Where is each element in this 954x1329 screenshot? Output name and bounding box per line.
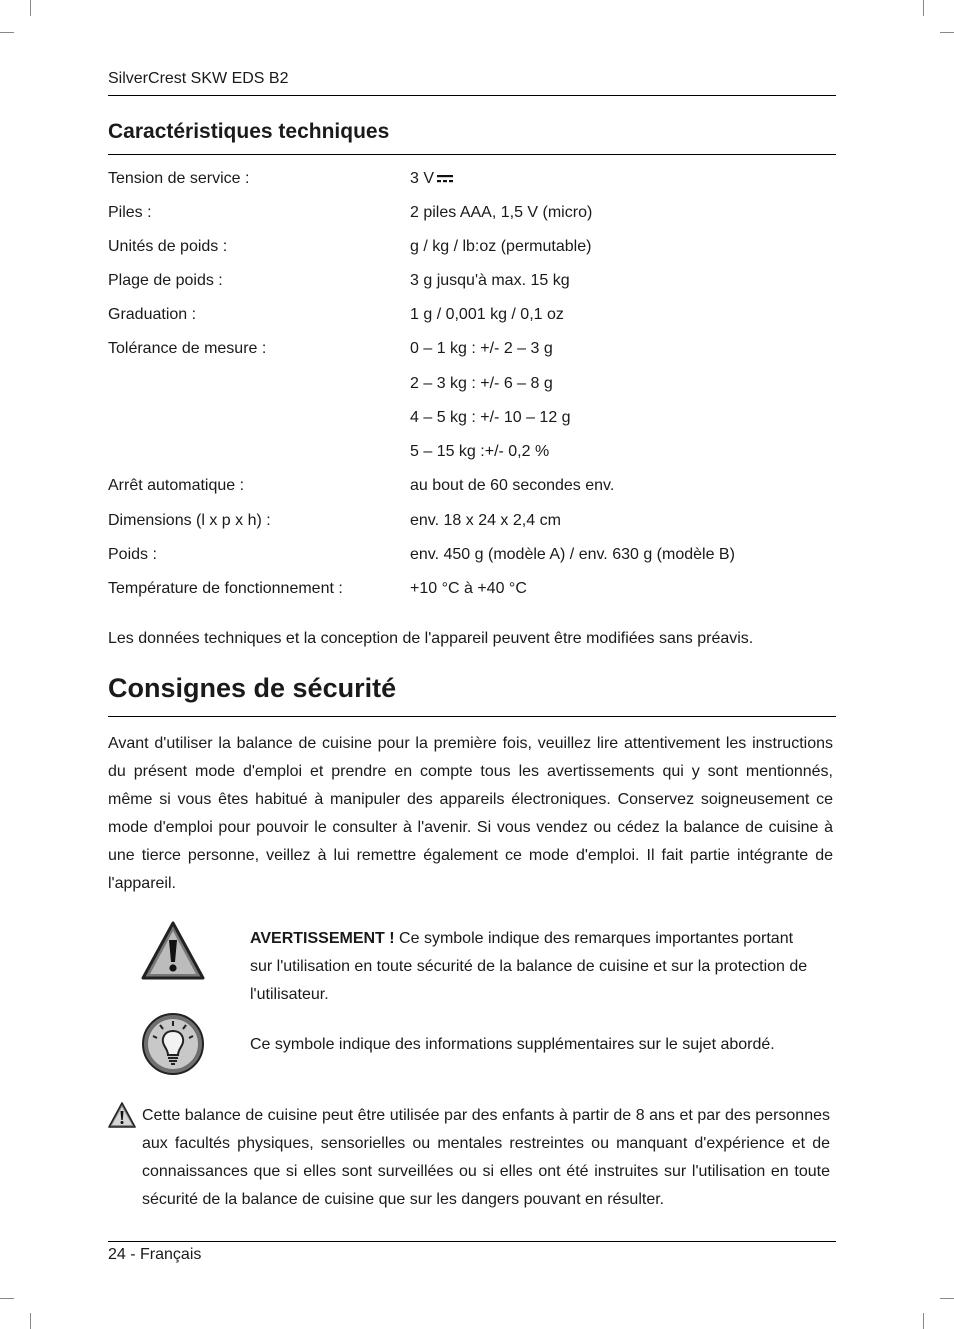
lightbulb-icon bbox=[140, 1011, 206, 1077]
spec-value-text: au bout de 60 secondes env. bbox=[410, 477, 615, 494]
spec-value bbox=[410, 512, 561, 530]
spec-value-text: 4 – 5 kg : +/- 10 – 12 g bbox=[410, 409, 571, 426]
spec-value bbox=[410, 340, 553, 358]
spec-value-text: env. 450 g (modèle A) / env. 630 g (modèle B) bbox=[410, 546, 735, 563]
spec-row bbox=[108, 409, 836, 431]
spec-row bbox=[108, 512, 836, 534]
safety-title-rule bbox=[108, 716, 836, 717]
crop-mark bbox=[30, 1313, 31, 1329]
crop-mark bbox=[923, 0, 924, 16]
spec-value bbox=[410, 238, 591, 256]
spec-value-text: 3 g jusqu'à max. 15 kg bbox=[410, 272, 570, 289]
warning-text-line: l'utilisateur. bbox=[250, 986, 329, 1003]
crop-mark bbox=[940, 32, 954, 33]
small-warning-icon bbox=[108, 1102, 136, 1133]
spec-value-text: env. 18 x 24 x 2,4 cm bbox=[410, 512, 561, 529]
spec-value bbox=[410, 477, 614, 495]
warning-text-line: Ce symbole indique des remarques importantes portant bbox=[394, 930, 794, 947]
spec-value-text: 1 g / 0,001 kg / 0,1 oz bbox=[410, 306, 564, 323]
spec-value-text: g / kg / lb:oz (permutable) bbox=[410, 238, 592, 255]
spec-value-text: 5 – 15 kg :+/- 0,2 % bbox=[410, 443, 550, 460]
spec-value-text: 2 piles AAA, 1,5 V (micro) bbox=[410, 204, 593, 221]
spec-value-text: 3 V bbox=[410, 170, 435, 187]
safety-intro-paragraph: Avant d'utiliser la balance de cuisine pour la première fois, veuillez lire attentivement les instructions du présent mode d'emploi et prendre en compte tous les avertissements qui y sont mentionnés, même si vous êtes habitué à manipuler des appareils électroniques. Conservez soigneusement ce mode d'emploi pour pouvoir le consulter à l'avenir. Si vous vendez ou cédez la balance de cuisine à une tierce personne, veillez à lui remettre également ce mode d'emploi. Il fait partie intégrante de l'appareil. bbox=[108, 735, 833, 892]
spec-label: Unités de poids : bbox=[108, 238, 228, 255]
crop-mark bbox=[0, 1298, 14, 1299]
spec-value bbox=[410, 204, 592, 222]
warning-symbol-description bbox=[250, 925, 807, 1009]
header-rule bbox=[108, 95, 836, 96]
spec-row bbox=[108, 443, 836, 465]
spec-row bbox=[108, 204, 836, 226]
document-header: SilverCrest SKW EDS B2 bbox=[108, 70, 289, 87]
spec-label: Tolérance de mesure : bbox=[108, 340, 267, 357]
spec-row bbox=[108, 238, 836, 260]
warning-text-line: sur l'utilisation en toute sécurité de la balance de cuisine et sur la protection de bbox=[250, 958, 808, 975]
spec-value bbox=[410, 443, 549, 461]
spec-label: Arrêt automatique : bbox=[108, 477, 245, 494]
info-symbol-description: Ce symbole indique des informations supplémentaires sur le sujet abordé. bbox=[250, 1036, 775, 1053]
spec-row bbox=[108, 340, 836, 362]
children-warning-block bbox=[108, 1102, 830, 1214]
crop-mark bbox=[940, 1298, 954, 1299]
spec-row bbox=[108, 170, 836, 192]
spec-value bbox=[410, 272, 570, 290]
crop-mark bbox=[30, 0, 31, 16]
spec-label: Plage de poids : bbox=[108, 272, 223, 289]
dc-current-icon bbox=[436, 174, 454, 184]
spec-label: Piles : bbox=[108, 204, 152, 221]
spec-row bbox=[108, 546, 836, 568]
spec-row bbox=[108, 375, 836, 397]
spec-label: Poids : bbox=[108, 546, 157, 563]
children-warning-text: Cette balance de cuisine peut être utilisée par des enfants à partir de 8 ans et par des personnes aux facultés physiques, sensorielles ou mentales restreintes ou manquant d'expérience et de connaissances que si elles sont surveillées ou si elles ont été instruites sur l'utilisation en toute sécurité de la balance de cuisine que sur les dangers pouvant en résulter. bbox=[142, 1107, 830, 1208]
spec-value bbox=[410, 375, 553, 393]
spec-row bbox=[108, 580, 836, 602]
spec-label: Tension de service : bbox=[108, 170, 250, 187]
spec-label: Graduation : bbox=[108, 306, 197, 323]
spec-value-text: 0 – 1 kg : +/- 2 – 3 g bbox=[410, 340, 553, 357]
warning-label: AVERTISSEMENT ! bbox=[250, 930, 395, 947]
spec-value bbox=[410, 409, 571, 427]
specs-note: Les données techniques et la conception de l'appareil peuvent être modifiées sans préavis. bbox=[108, 630, 754, 647]
warning-triangle-icon bbox=[140, 920, 206, 986]
page-footer: 24 - Français bbox=[108, 1246, 202, 1263]
specs-title-rule bbox=[108, 154, 836, 155]
crop-mark bbox=[923, 1313, 924, 1329]
spec-value bbox=[410, 170, 454, 188]
spec-value bbox=[410, 306, 564, 324]
spec-label: Température de fonctionnement : bbox=[108, 580, 343, 597]
spec-row bbox=[108, 272, 836, 294]
spec-value bbox=[410, 546, 735, 564]
spec-row bbox=[108, 306, 836, 328]
specs-title: Caractéristiques techniques bbox=[108, 120, 390, 143]
spec-value-text: 2 – 3 kg : +/- 6 – 8 g bbox=[410, 375, 553, 392]
spec-value-text: +10 °C à +40 °C bbox=[410, 580, 527, 597]
safety-title: Consignes de sécurité bbox=[108, 673, 397, 703]
spec-value bbox=[410, 580, 527, 598]
crop-mark bbox=[0, 32, 14, 33]
spec-row bbox=[108, 477, 836, 499]
footer-rule bbox=[108, 1241, 836, 1242]
spec-label: Dimensions (l x p x h) : bbox=[108, 512, 271, 529]
